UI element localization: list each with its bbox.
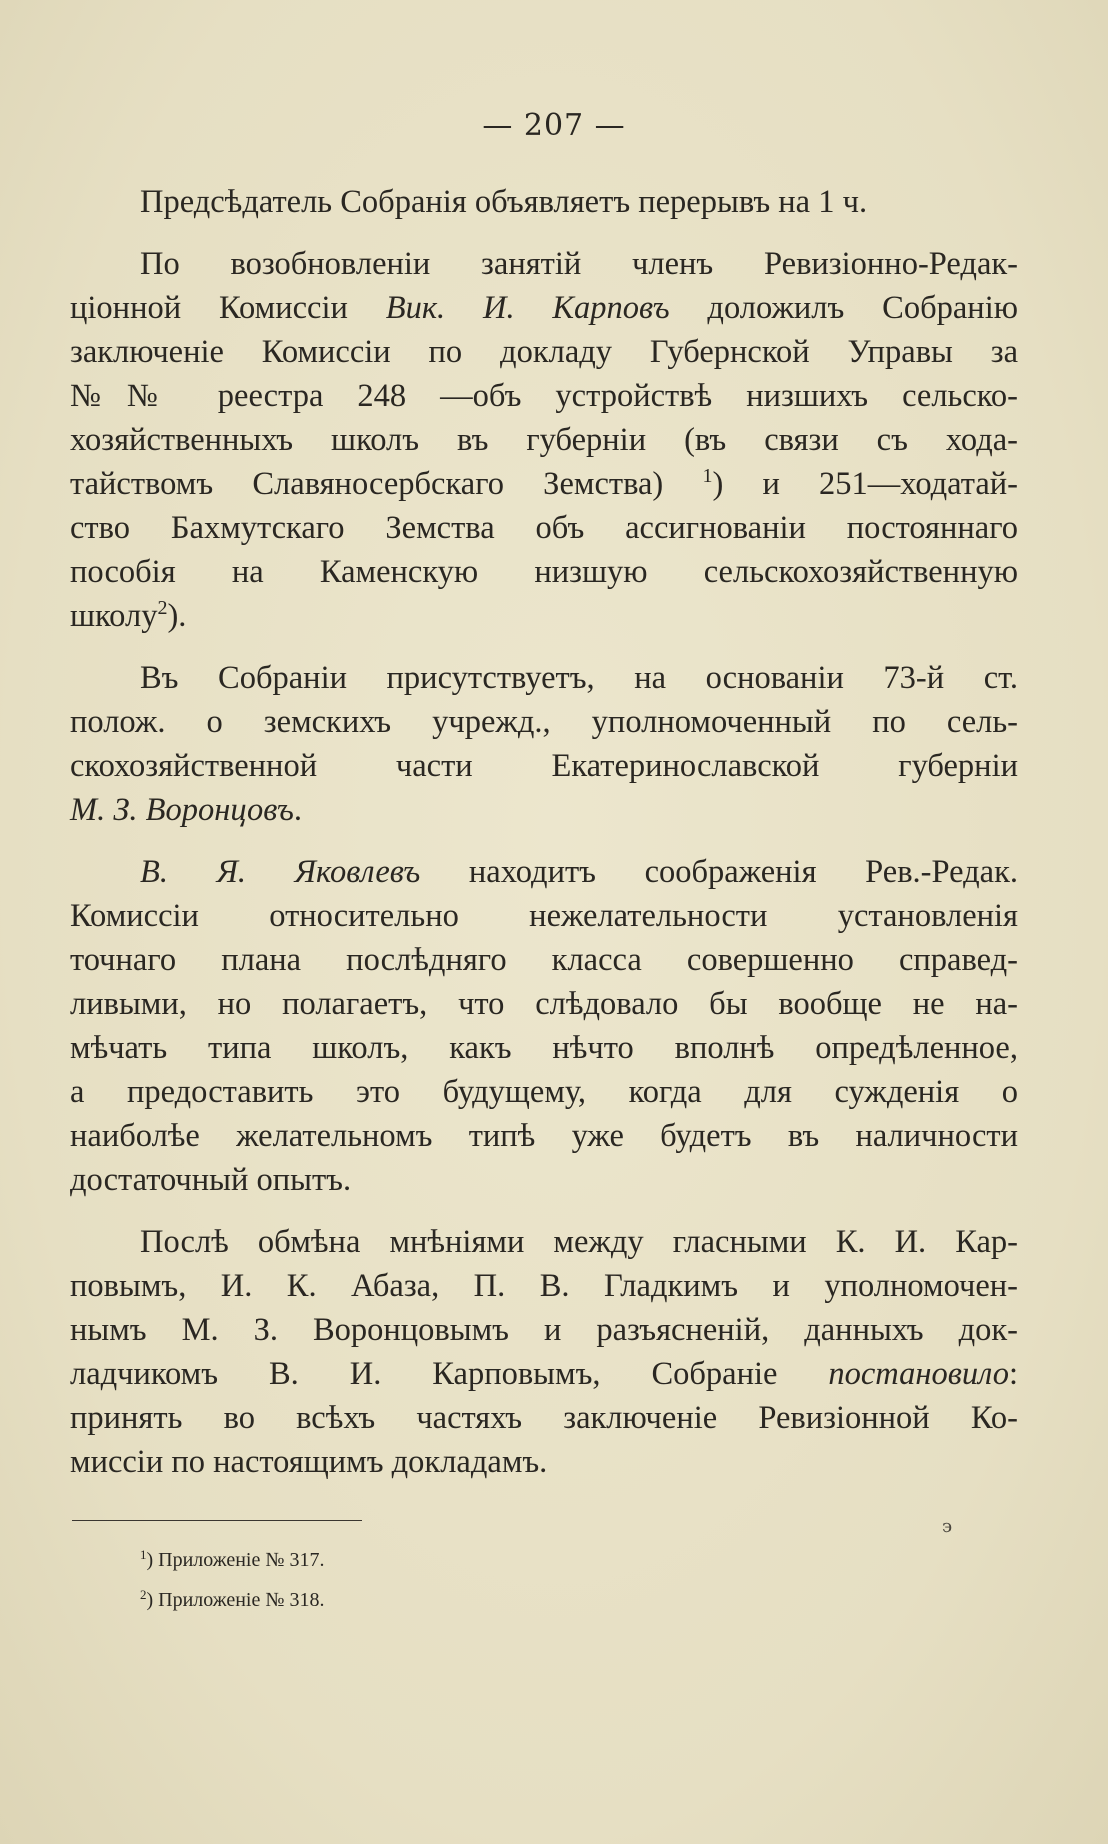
text-fragment: школу bbox=[70, 598, 158, 634]
text-line bbox=[70, 850, 1018, 894]
footnote-text: ) Приложеніе № 317. bbox=[146, 1549, 325, 1571]
text-line: хозяйственныхъ школъ въ губерніи (въ связи съ хода- bbox=[70, 422, 1018, 458]
page-number: — 207 — bbox=[482, 108, 626, 143]
footnote-mark: 2 bbox=[140, 1587, 147, 1602]
text-line bbox=[70, 462, 1018, 506]
text-fragment: ) и 251—ходатай- bbox=[712, 466, 1018, 502]
text-line: а предоставить это будущему, когда для сужденія о bbox=[70, 1074, 1018, 1110]
text-line: Предсѣдатель Собранія объявляетъ перерывъ на 1 ч. bbox=[140, 184, 868, 220]
stray-mark: э bbox=[942, 1516, 953, 1537]
text-line: полож. о земскихъ учрежд., уполномоченный по сель- bbox=[70, 704, 1018, 740]
text-line: Въ Собраніи присутствуетъ, на основаніи 73-й ст. bbox=[140, 660, 1018, 696]
text-line: мѣчать типа школъ, какъ нѣчто вполнѣ опредѣленное, bbox=[70, 1030, 1018, 1066]
text-fragment: ладчикомъ В. И. Карповымъ, Собраніе bbox=[70, 1356, 829, 1392]
text-line: повымъ, И. К. Абаза, П. В. Гладкимъ и уполномочен- bbox=[70, 1268, 1018, 1304]
footnote-ref: 1 bbox=[702, 465, 713, 487]
footnote-2 bbox=[140, 1580, 324, 1620]
text-fragment: тайствомъ Славяносербскаго Земства) bbox=[70, 466, 703, 502]
footnote-ref: 2 bbox=[157, 597, 168, 619]
text-fragment: доложилъ Собранію bbox=[669, 290, 1018, 326]
text-line: миссіи по настоящимъ докладамъ. bbox=[70, 1444, 548, 1480]
text-line bbox=[70, 1352, 1018, 1396]
text-line: точнаго плана послѣдняго класса совершенно справед- bbox=[70, 942, 1018, 978]
text-fragment: находитъ соображенія Рев.-Редак. bbox=[420, 854, 1018, 890]
body-text bbox=[70, 180, 1018, 1484]
text-line: достаточный опытъ. bbox=[70, 1162, 352, 1198]
paragraph-resolution bbox=[70, 1220, 1018, 1484]
name-karpov: Вик. И. Карповъ bbox=[385, 290, 670, 326]
text-line: нымъ М. З. Воронцовымъ и разъясненій, данныхъ док- bbox=[70, 1312, 1018, 1348]
footnote-divider bbox=[72, 1520, 362, 1521]
footnotes bbox=[140, 1540, 324, 1620]
paragraph-recess bbox=[70, 180, 1018, 224]
text-line: ство Бахмутскаго Земства объ ассигнованіи постояннаго bbox=[70, 510, 1018, 546]
text-line: заключеніе Комиссіи по докладу Губернской Управы за bbox=[70, 334, 1018, 370]
name-yakovlev: В. Я. Яковлевъ bbox=[140, 854, 421, 890]
text-line: Послѣ обмѣна мнѣніями между гласными К. И. Кар- bbox=[140, 1224, 1018, 1260]
text-line: №№ реестра 248 —объ устройствѣ низшихъ сельско- bbox=[70, 378, 1018, 414]
text-line: принять во всѣхъ частяхъ заключеніе Ревизіонной Ко- bbox=[70, 1400, 1018, 1436]
text-line: скохозяйственной части Екатеринославской губерніи bbox=[70, 748, 1018, 784]
footnote-mark: 1 bbox=[140, 1547, 147, 1562]
paragraph-yakovlev bbox=[70, 850, 1018, 1202]
text-fragment: : bbox=[1008, 1356, 1018, 1392]
text-line: Комиссіи относительно нежелательности установленія bbox=[70, 898, 1018, 934]
text-line bbox=[70, 286, 1018, 330]
text-line: пособія на Каменскую низшую сельскохозяйственную bbox=[70, 554, 1018, 590]
resolved-word: постановило bbox=[828, 1356, 1009, 1392]
paragraph-attendance bbox=[70, 656, 1018, 832]
footnote-1 bbox=[140, 1540, 324, 1580]
text-line: наиболѣе желательномъ типѣ уже будетъ въ наличности bbox=[70, 1118, 1018, 1154]
text-fragment: ). bbox=[167, 598, 187, 634]
text-fragment: ціонной Комиссіи bbox=[70, 290, 386, 326]
paragraph-commission-report bbox=[70, 242, 1018, 638]
text-line bbox=[70, 788, 1018, 832]
text-line bbox=[70, 594, 1018, 638]
footnote-text: ) Приложеніе № 318. bbox=[146, 1589, 325, 1611]
text-line: ливыми, но полагаетъ, что слѣдовало бы вообще не на- bbox=[70, 986, 1018, 1022]
text-fragment: . bbox=[293, 792, 302, 828]
text-line: По возобновленіи занятій членъ Ревизіонно-Редак- bbox=[140, 246, 1018, 282]
name-vorontsov: М. З. Воронцовъ bbox=[70, 792, 294, 828]
